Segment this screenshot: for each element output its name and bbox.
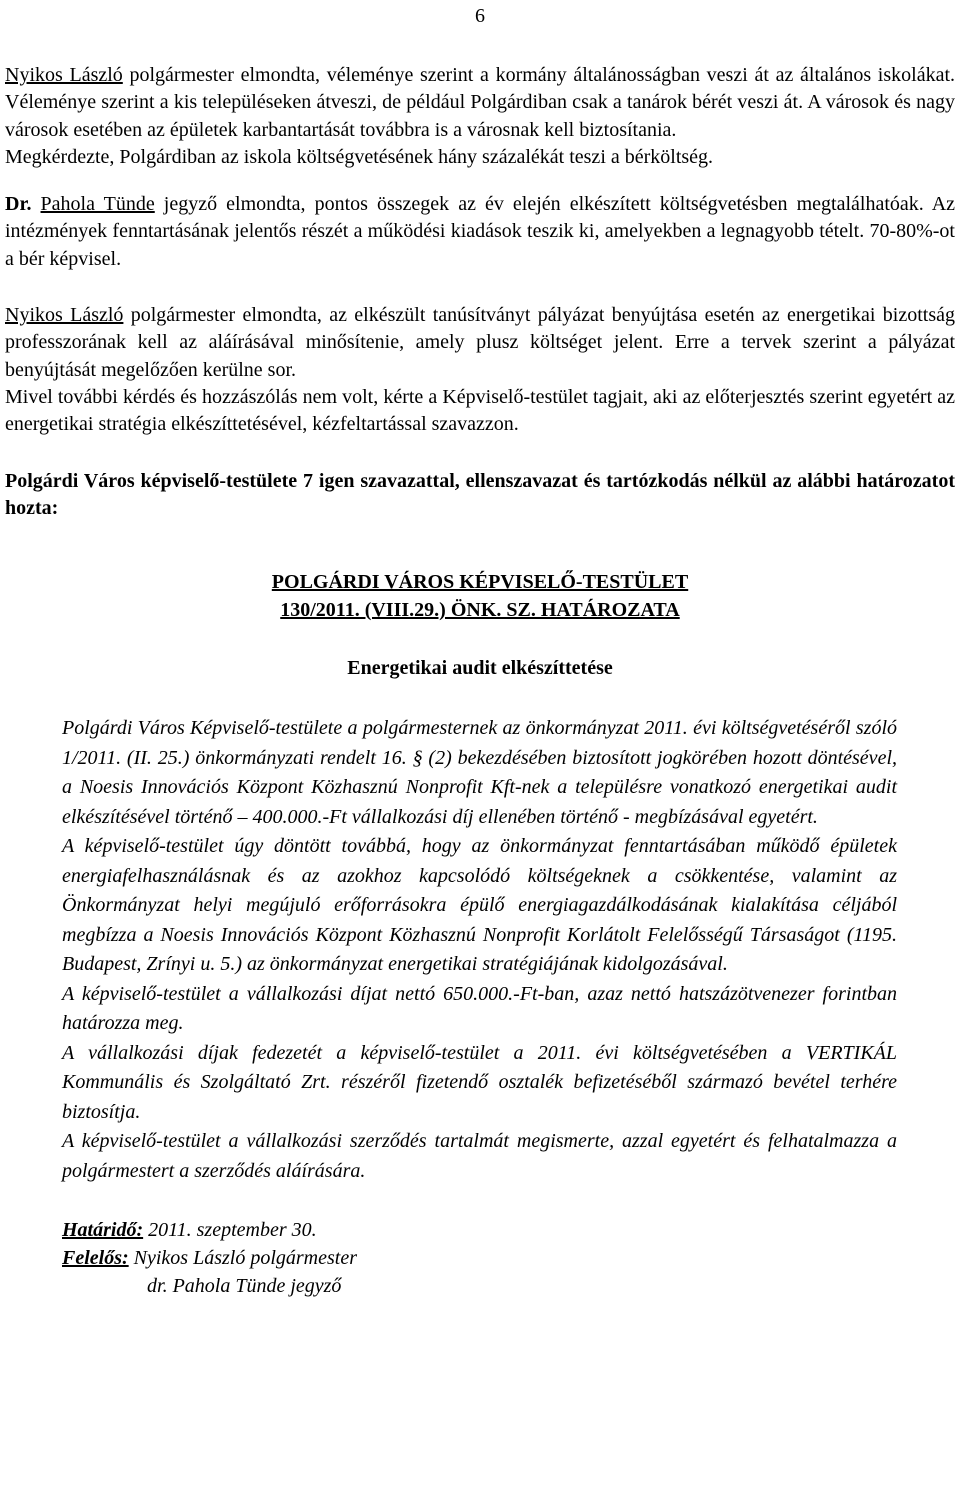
resolution-subject: Energetikai audit elkészíttetése xyxy=(347,657,613,680)
speaker-name: Pahola Tünde xyxy=(40,193,155,216)
paragraph-mayor-2 xyxy=(5,302,955,384)
resolution-paragraph: Polgárdi Város Képviselő-testülete a polgármesternek az önkormányzat 2011. évi költségvetéséről szóló 1/2011. (II. 25.) önkormányzati rendelt 16. § (2) bekezdésében biztosított jogkörében hozott döntésével, a Noesis Innovációs Központ Közhasznú Nonprofit Kft-nek a településre vonatkozó energetikai audit elkészítésével történő – 400.000.-Ft vállalkozási díj ellenében történő - megbízásával egyetért. xyxy=(62,717,897,828)
paragraph-text: polgármester elmondta, véleménye szerint a kormány általánosságban veszi át az általános iskolákat. Véleménye szerint a kis településeken átveszi, de például Polgárdiban csak a tanárok bérét veszi át. A városok és nagy városok esetében az épületek karbantartását továbbra is a városnak kell biztosítania. xyxy=(5,64,955,141)
speaker-name: Nyikos László xyxy=(5,64,123,86)
speaker-name: Nyikos László xyxy=(5,304,124,327)
vote-result: Polgárdi Város képviselő-testülete 7 igen szavazattal, ellenszavazat és tartózkodás nélkül az alábbi határozatot hozta: xyxy=(5,469,955,519)
resolution-paragraph: A képviselő-testület úgy döntött továbbá, hogy az önkormányzat fenntartásában működő épületek energiafelhasználásnak és az azokhoz kapcsolódó költségeknek a csökkentése, valamint az Önkormányzat helyi megújuló erőforrásokra épülő energiagazdálkodásának kialakítása céljából megbízza a Noesis Innovációs Központ Közhasznú Nonprofit Korlátolt Felelősségű Társaságot (1195. Budapest, Zrínyi u. 5.) az önkormányzat energetikai stratégiájának kidolgozásával. xyxy=(62,835,897,976)
resolution-body xyxy=(62,714,897,1186)
responsible-value: Nyikos László polgármester xyxy=(128,1247,357,1270)
paragraph-text: polgármester elmondta, az elkészült tanúsítványt pályázat benyújtása esetén az energetikai bizottság professzorának kell az aláírásával minősítenie, amely plusz költséget jelent. Erre a tervek szerint a pályázat benyújtását megelőzően kerülne sor. xyxy=(5,304,955,381)
responsible-line xyxy=(62,1244,955,1272)
responsible-second: dr. Pahola Tünde jegyző xyxy=(147,1275,342,1298)
deadline-line xyxy=(62,1216,955,1244)
paragraph-vote-request: Mivel további kérdés és hozzászólás nem volt, kérte a Képviselő-testület tagjait, aki az előterjesztés szerint egyetért az energetikai stratégia elkészíttetésével, kézfeltartással szavazzon. xyxy=(5,385,955,436)
resolution-title xyxy=(5,568,955,624)
paragraph-text: jegyző elmondta, pontos összegek az év elején elkészített költségvetésben megtalálhatóak. Az intézmények fenntartásának jelentős részét a működési kiadások teszik ki, amelyekben a legnagyobb tételt. 70-80%-ot a bér képvisel. xyxy=(5,193,956,270)
responsible-label: Felelős: xyxy=(62,1247,129,1270)
paragraph-question: Megkérdezte, Polgárdiban az iskola költségvetésének hány százalékát teszi a bérköltség. xyxy=(5,145,714,168)
resolution-paragraph: A képviselő-testület a vállalkozási díjat nettó 650.000.-Ft-ban, azaz nettó hatszázötvenezer forintban határozza meg. xyxy=(62,982,897,1035)
resolution-paragraph: A képviselő-testület a vállalkozási szerződés tartalmát megismerte, azzal egyetért és felhatalmazza a polgármestert a szerződés aláírására. xyxy=(62,1130,897,1182)
deadline-value: 2011. szeptember 30. xyxy=(143,1219,317,1242)
title-prefix: Dr. xyxy=(5,193,41,216)
paragraph-notary xyxy=(5,191,955,273)
document-body xyxy=(5,62,955,1300)
resolution-paragraph: A vállalkozási díjak fedezetét a képviselő-testület a 2011. évi költségvetésében a VERTIKÁL Kommunális és Szolgáltató Zrt. részéről fizetendő osztalék befizetéséből származó bevétel terhére biztosítja. xyxy=(62,1041,897,1123)
deadline-label: Határidő: xyxy=(62,1219,144,1242)
resolution-title-line1: POLGÁRDI VÁROS KÉPVISELŐ-TESTÜLET xyxy=(271,571,689,594)
resolution-footer xyxy=(62,1216,955,1300)
page-number: 6 xyxy=(475,5,485,27)
paragraph-mayor-1 xyxy=(5,62,955,144)
resolution-title-line2: 130/2011. (VIII.29.) ÖNK. SZ. HATÁROZATA xyxy=(280,599,680,622)
